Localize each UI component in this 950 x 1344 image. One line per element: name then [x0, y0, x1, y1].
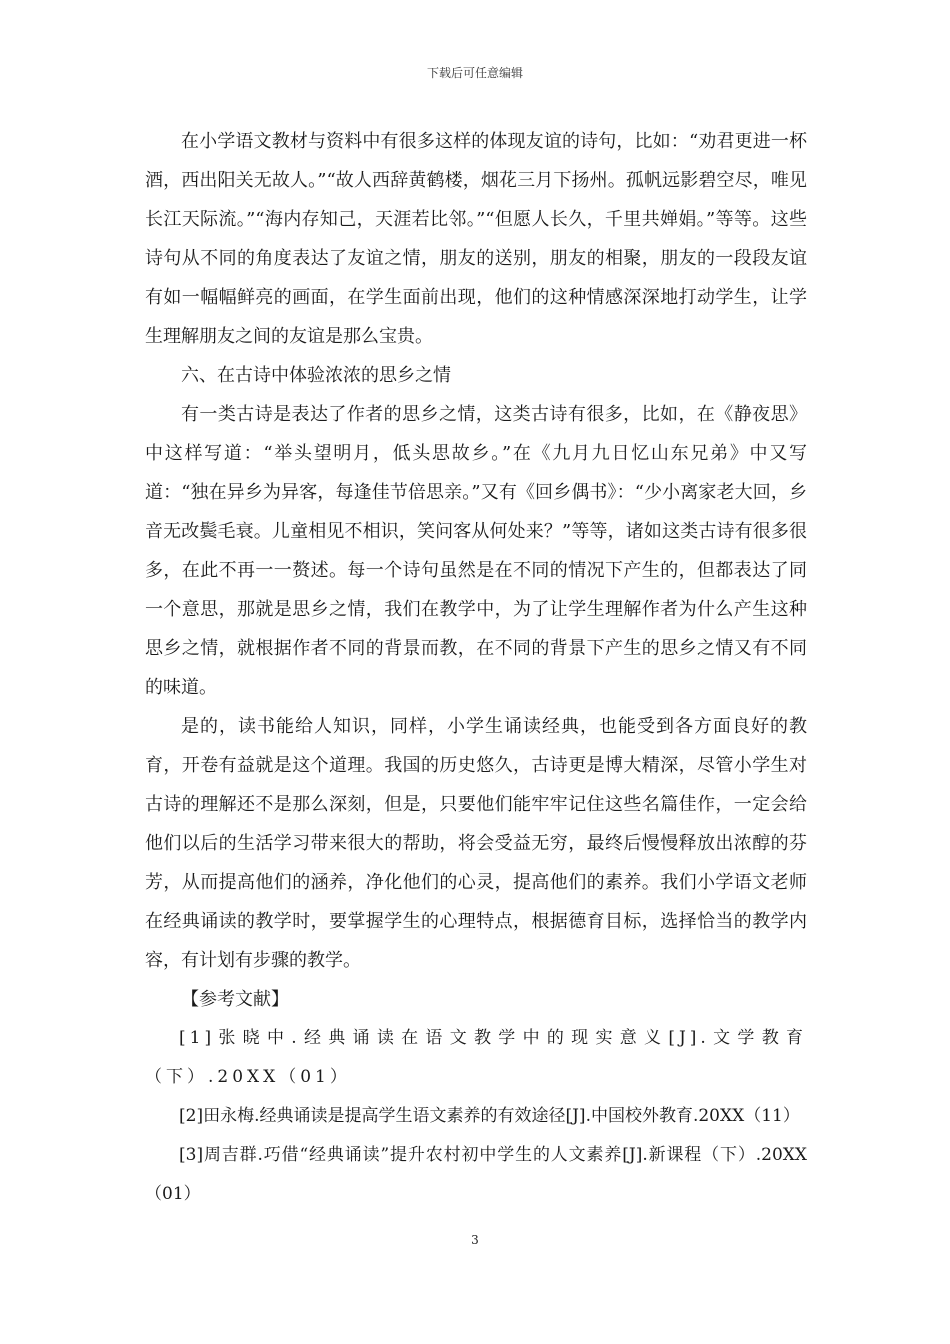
document-body — [145, 122, 807, 1214]
paragraph-friendship-poems: 在小学语文教材与资料中有很多这样的体现友谊的诗句，比如：“劝君更进一杯酒，西出阳关无故人。”“故人西辞黄鹤楼，烟花三月下扬州。孤帆远影碧空尽，唯见长江天际流。”“海内存知己，天涯若比邻。”“但愿人长久，千里共婵娟。”等等。这些诗句从不同的角度表达了友谊之情，朋友的送别，朋友的相聚，朋友的一段段友谊有如一幅幅鲜亮的画面，在学生面前出现，他们的这种情感深深地打动学生，让学生理解朋友之间的友谊是那么宝贵。 — [145, 131, 807, 347]
reference-item: [2]田永梅.经典诵读是提高学生语文素养的有效途径[J].中国校外教育.20XX（11） — [179, 1106, 800, 1126]
reference-item: [1]张晓中.经典诵读在语文教学中的现实意义[J].文学教育（下）.20XX（01） — [145, 1028, 807, 1087]
section-heading-homesickness: 六、在古诗中体验浓浓的思乡之情 — [181, 365, 451, 386]
paragraph-homesick-poems: 有一类古诗是表达了作者的思乡之情，这类古诗有很多，比如，在《静夜思》中这样写道：“举头望明月，低头思故乡。”在《九月九日忆山东兄弟》中又写道：“独在异乡为异客，每逢佳节倍思亲。”又有《回乡偶书》：“少小离家老大回，乡音无改鬓毛衰。儿童相见不相识，笑问客从何处来？”等等，诸如这类古诗有很多很多，在此不再一一赘述。每一个诗句虽然是在不同的情况下产生的，但都表达了同一个意思，那就是思乡之情，我们在教学中，为了让学生理解作者为什么产生这种思乡之情，就根据作者不同的背景而教，在不同的背景下产生的思乡之情又有不同的味道。 — [145, 404, 807, 698]
page-number: 3 — [471, 1233, 479, 1247]
page-header: 下载后可任意编辑 — [426, 66, 523, 80]
references-heading: 【参考文献】 — [181, 989, 289, 1010]
paragraph-conclusion: 是的，读书能给人知识，同样，小学生诵读经典，也能受到各方面良好的教育，开卷有益就是这个道理。我国的历史悠久，古诗更是博大精深，尽管小学生对古诗的理解还不是那么深刻，但是，只要他们能牢牢记住这些名篇佳作，一定会给他们以后的生活学习带来很大的帮助，将会受益无穷，最终后慢慢释放出浓醇的芬芳，从而提高他们的涵养，净化他们的心灵，提高他们的素养。我们小学语文老师在经典诵读的教学时，要掌握学生的心理特点，根据德育目标，选择恰当的教学内容，有计划有步骤的教学。 — [145, 716, 807, 971]
reference-item: [3]周吉群.巧借“经典诵读”提升农村初中学生的人文素养[J].新课程（下）.20XX（01） — [145, 1145, 807, 1204]
